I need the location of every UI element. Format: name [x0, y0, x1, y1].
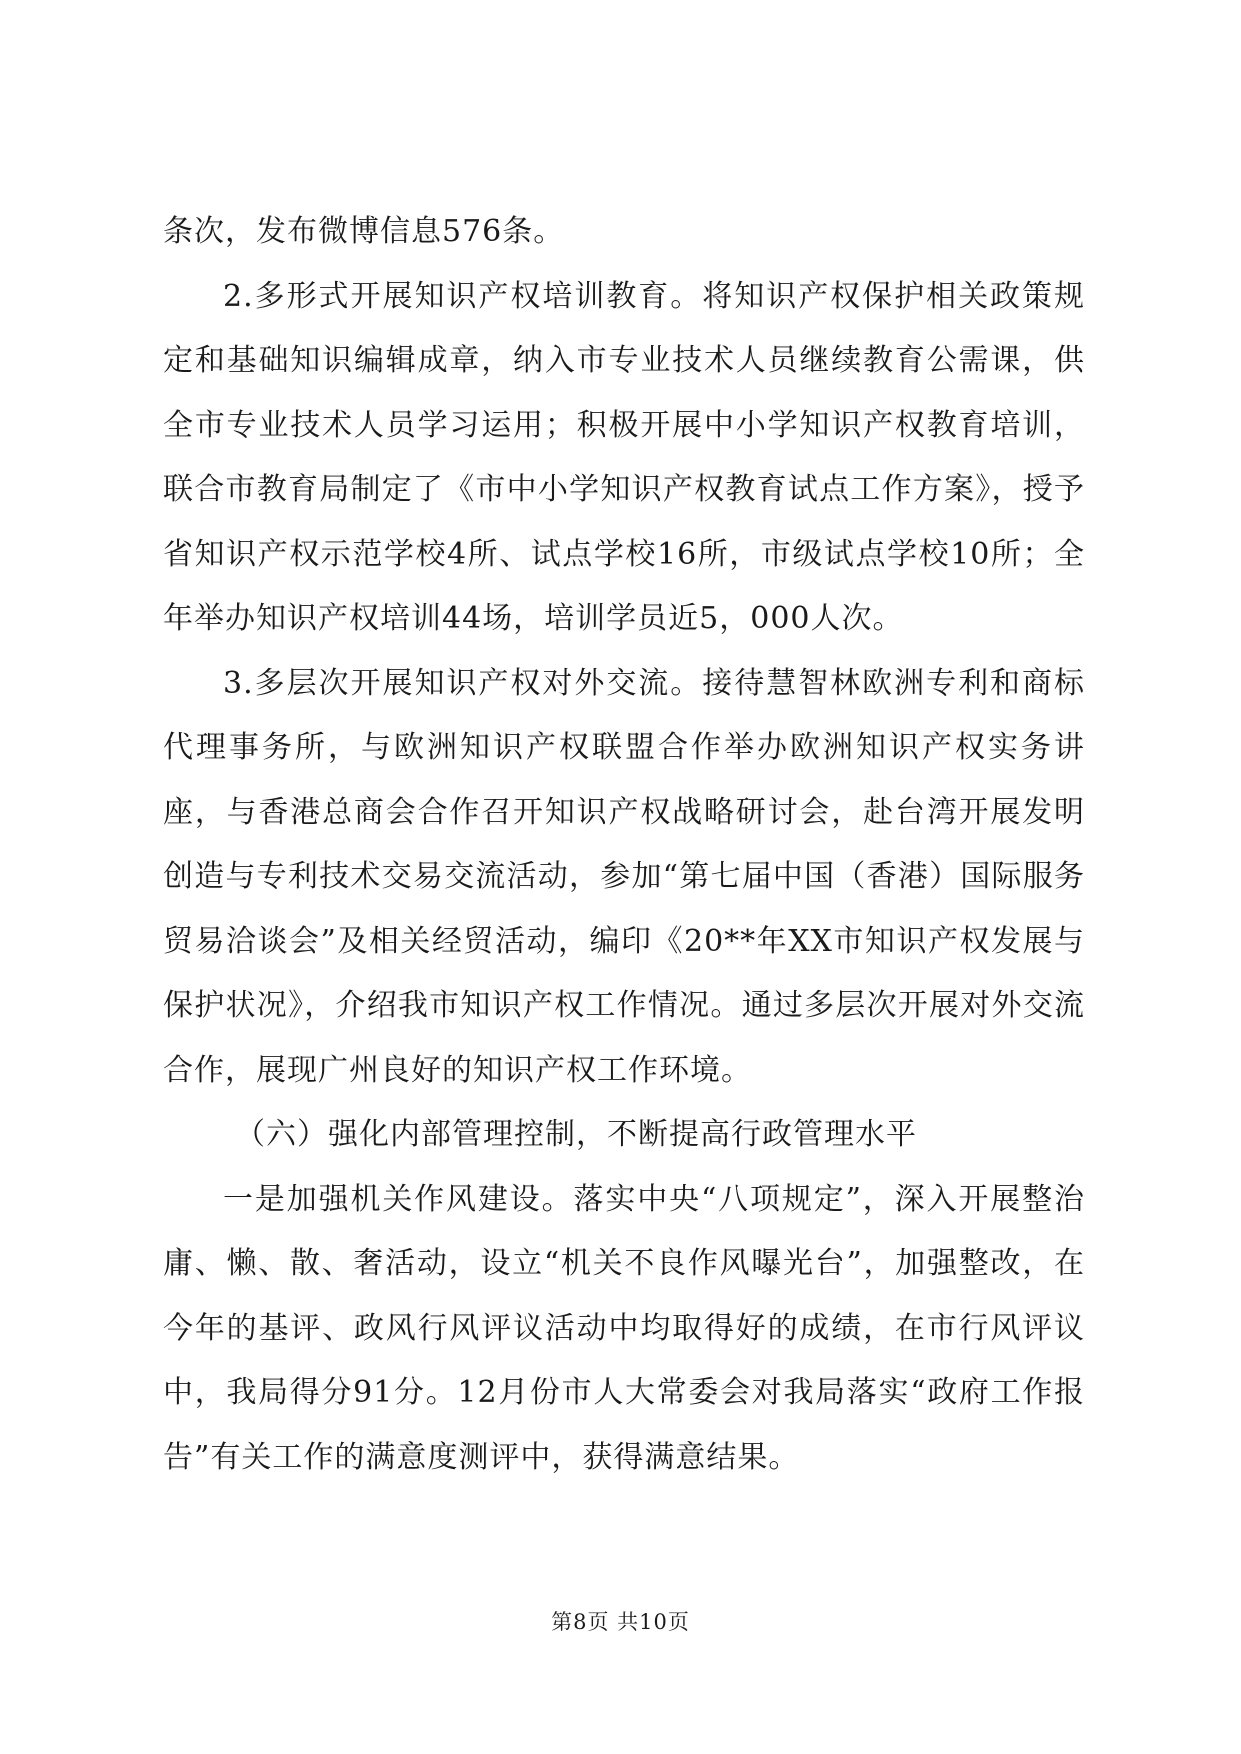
paragraph-training-education: 2.多形式开展知识产权培训教育。将知识产权保护相关政策规定和基础知识编辑成章，纳入市专业技术人员继续教育公需课，供全市专业技术人员学习运用；积极开展中小学知识产权教育培训，联合市教育局制定了《市中小学知识产权教育试点工作方案》，授予省知识产权示范学校4所、试点学校16所，市级试点学校10所；全年举办知识产权培训44场，培训学员近5，000人次。 — [163, 278, 1085, 636]
paragraph-work-style: 一是加强机关作风建设。落实中央“八项规定”，深入开展整治庸、懒、散、奢活动，设立“机关不良作风曝光台”，加强整改，在今年的基评、政风行风评议活动中均取得好的成绩，在市行风评议中，我局得分91分。12月份市人大常委会对我局落实“政府工作报告”有关工作的满意度测评中，获得满意结果。 — [163, 1181, 1085, 1475]
paragraph-external-exchange: 3.多层次开展知识产权对外交流。接待慧智林欧洲专利和商标代理事务所，与欧洲知识产权联盟合作举办欧洲知识产权实务讲座，与香港总商会合作召开知识产权战略研讨会，赴台湾开展发明创造与专利技术交易交流活动，参加“第七届中国（香港）国际服务贸易洽谈会”及相关经贸活动，编印《20**年XX市知识产权发展与保护状况》，介绍我市知识产权工作情况。通过多层次开展对外交流合作，展现广州良好的知识产权工作环境。 — [163, 665, 1085, 1088]
page-number-footer: 第8页 共10页 — [551, 1610, 690, 1634]
paragraph-continuation: 条次，发布微博信息576条。 — [163, 214, 565, 249]
section-heading: （六）强化内部管理控制，不断提高行政管理水平 — [235, 1117, 917, 1152]
document-body — [163, 200, 1085, 1490]
